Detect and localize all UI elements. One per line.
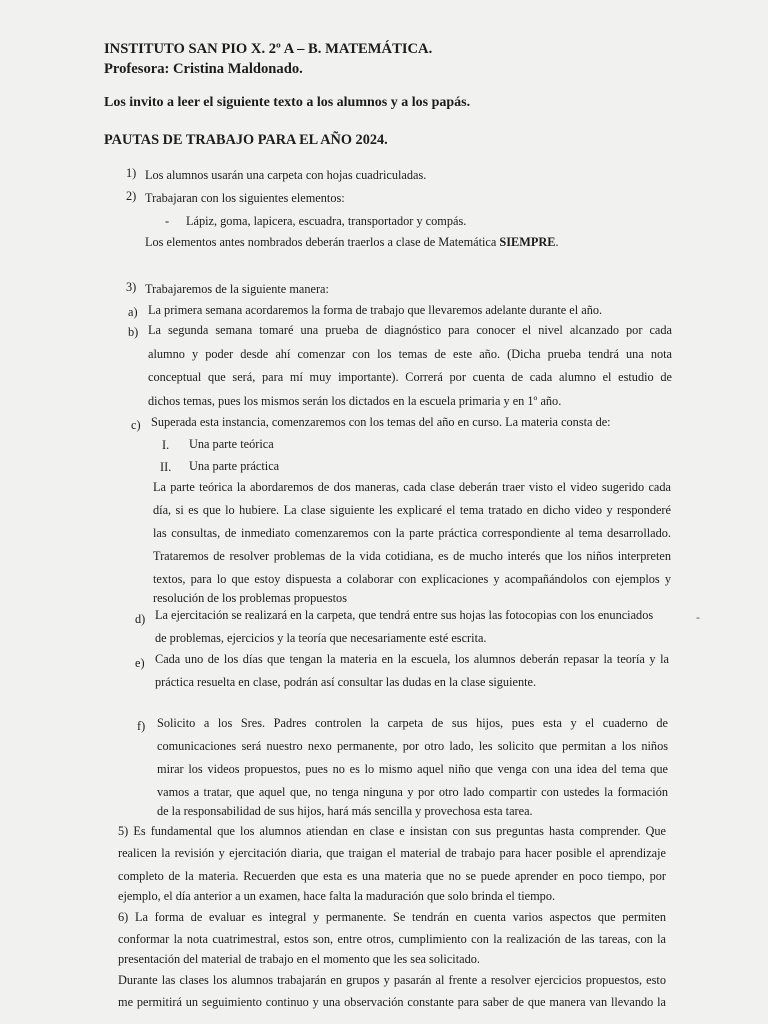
sub-f-line: vamos a tratar, que aquel que, no tenga ninguna y por otro lado compartir con ustedes la formación bbox=[157, 785, 668, 799]
para-6-line: conformar la nota cuatrimestral, estos son, entre otros, cumplimiento con la realización de las tareas, con la bbox=[118, 932, 666, 946]
tools-note-text: Los elementos antes nombrados deberán traerlos a clase de Matemática bbox=[145, 235, 500, 249]
paragraph-line: textos, para lo que estoy dispuesta a colaborar con explicaciones y acompañándolos con ejemplos y bbox=[153, 572, 671, 586]
tools-note-emphasis: SIEMPRE bbox=[499, 235, 556, 249]
para-5-line: ejemplo, el día anterior a un examen, hace falta la maduración que solo brinda el tiempo. bbox=[118, 889, 556, 903]
sub-e-line: Cada uno de los días que tengan la materia en la escuela, los alumnos deberán repasar la teoría y la bbox=[155, 652, 669, 666]
paragraph-line: día, si es que lo hubiere. La clase siguiente les explicaré el tema tratado en dicho video y responderé bbox=[153, 503, 671, 517]
tools-list: Lápiz, goma, lapicera, escuadra, transportador y compás. bbox=[186, 214, 467, 228]
paragraph-line: resolución de los problemas propuestos bbox=[153, 591, 347, 605]
sub-e-mark: e) bbox=[135, 656, 145, 670]
paragraph-line: Trataremos de resolver problemas de la vida cotidiana, es de mucho interés que los niños interpreten bbox=[153, 549, 671, 563]
para-6-line: 6) La forma de evaluar es integral y permanente. Se tendrán en cuenta varios aspectos que permiten bbox=[118, 910, 666, 924]
para-5-line: 5) Es fundamental que los alumnos atiendan en clase e insistan con sus preguntas hasta comprender. Que bbox=[118, 824, 666, 838]
sub-c-text: Superada esta instancia, comenzaremos con los temas del año en curso. La materia consta de: bbox=[151, 415, 611, 429]
teacher-line: Profesora: Cristina Maldonado. bbox=[104, 61, 303, 77]
sub-f-line: comunicaciones será nuestro nexo permanente, por otro lado, les solicito que permitan a los niños bbox=[157, 739, 668, 753]
para-6-line: presentación del material de trabajo en el momento que les sea solicitado. bbox=[118, 952, 480, 966]
document-title: PAUTAS DE TRABAJO PARA EL AÑO 2024. bbox=[104, 132, 388, 148]
tools-dash: - bbox=[165, 214, 170, 228]
sub-f-line: Solicito a los Sres. Padres controlen la carpeta de sus hijos, pues esta y el cuaderno de bbox=[157, 716, 668, 730]
para-5-line: completo de la materia. Recuerden que esta es una materia que no se puede aprender en poco tiempo, por bbox=[118, 869, 666, 883]
para-6-line: me permitirá un seguimiento continuo y una observación constante para saber de que manera van llevando la bbox=[118, 995, 666, 1009]
tools-note bbox=[145, 236, 559, 248]
item-3-number: 3) bbox=[126, 280, 137, 294]
margin-mark: - bbox=[696, 610, 700, 624]
item-2-number: 2) bbox=[126, 189, 137, 203]
invite-line: Los invito a leer el siguiente texto a los alumnos y a los papás. bbox=[104, 95, 471, 110]
tools-note-end: . bbox=[555, 235, 559, 249]
roman-2-text: Una parte práctica bbox=[189, 459, 280, 473]
sub-b-line: La segunda semana tomaré una prueba de diagnóstico para conocer el nivel alcanzado por cada bbox=[148, 323, 672, 337]
item-3-text: Trabajaremos de la siguiente manera: bbox=[145, 282, 329, 296]
sub-b-mark: b) bbox=[128, 325, 139, 339]
sub-b-line: alumno y poder desde ahí comenzar con los temas de este año. (Dicha prueba tendrá una nota bbox=[148, 347, 672, 361]
para-5-line: realicen la revisión y ejercitación diaria, que traigan el material de trabajo para hacer posible el aprendizaje bbox=[118, 846, 666, 860]
sub-f-line: mirar los videos propuestos, pues no es lo mismo aquel niño que venga con una idea del tema que bbox=[157, 762, 668, 776]
sub-d-line: de problemas, ejercicios y la teoría que necesariamente esté escrita. bbox=[155, 631, 487, 645]
item-1-number: 1) bbox=[126, 166, 137, 180]
sub-b-line: dichos temas, pues los mismos serán los dictados en la escuela primaria y en 1º año. bbox=[148, 394, 562, 408]
sub-a-mark: a) bbox=[128, 305, 138, 319]
paragraph-line: La parte teórica la abordaremos de dos maneras, cada clase deberán traer visto el video sugerido cada bbox=[153, 480, 671, 494]
sub-d-line: La ejercitación se realizará en la carpeta, que tendrá entre sus hojas las fotocopias con los enunciados bbox=[155, 608, 654, 622]
paragraph-line: las consultas, de inmediato comenzaremos con la parte práctica correspondiente al tema desarrollado. bbox=[153, 526, 671, 540]
item-1-text: Los alumnos usarán una carpeta con hojas cuadriculadas. bbox=[145, 168, 427, 182]
sub-a-text: La primera semana acordaremos la forma de trabajo que llevaremos adelante durante el año. bbox=[148, 303, 603, 317]
sub-f-mark: f) bbox=[137, 719, 146, 733]
roman-1-mark: I. bbox=[162, 438, 170, 452]
school-heading: INSTITUTO SAN PIO X. 2º A – B. MATEMÁTICA. bbox=[104, 41, 433, 57]
roman-2-mark: II. bbox=[160, 460, 172, 474]
sub-b-line: conceptual que será, para mí muy importante). Correrá por cuenta de cada alumno el estudio de bbox=[148, 370, 672, 384]
sub-d-mark: d) bbox=[135, 612, 146, 626]
para-6-line: Durante las clases los alumnos trabajarán en grupos y pasarán al frente a resolver ejercicios propuestos, esto bbox=[118, 973, 666, 987]
sub-e-line: práctica resuelta en clase, podrán así consultar las dudas en la clase siguiente. bbox=[155, 675, 537, 689]
roman-1-text: Una parte teórica bbox=[189, 437, 274, 451]
sub-c-mark: c) bbox=[131, 418, 141, 432]
sub-f-line: de la responsabilidad de sus hijos, hará más sencilla y provechosa esta tarea. bbox=[157, 804, 533, 818]
item-2-text: Trabajaran con los siguientes elementos: bbox=[145, 191, 345, 205]
